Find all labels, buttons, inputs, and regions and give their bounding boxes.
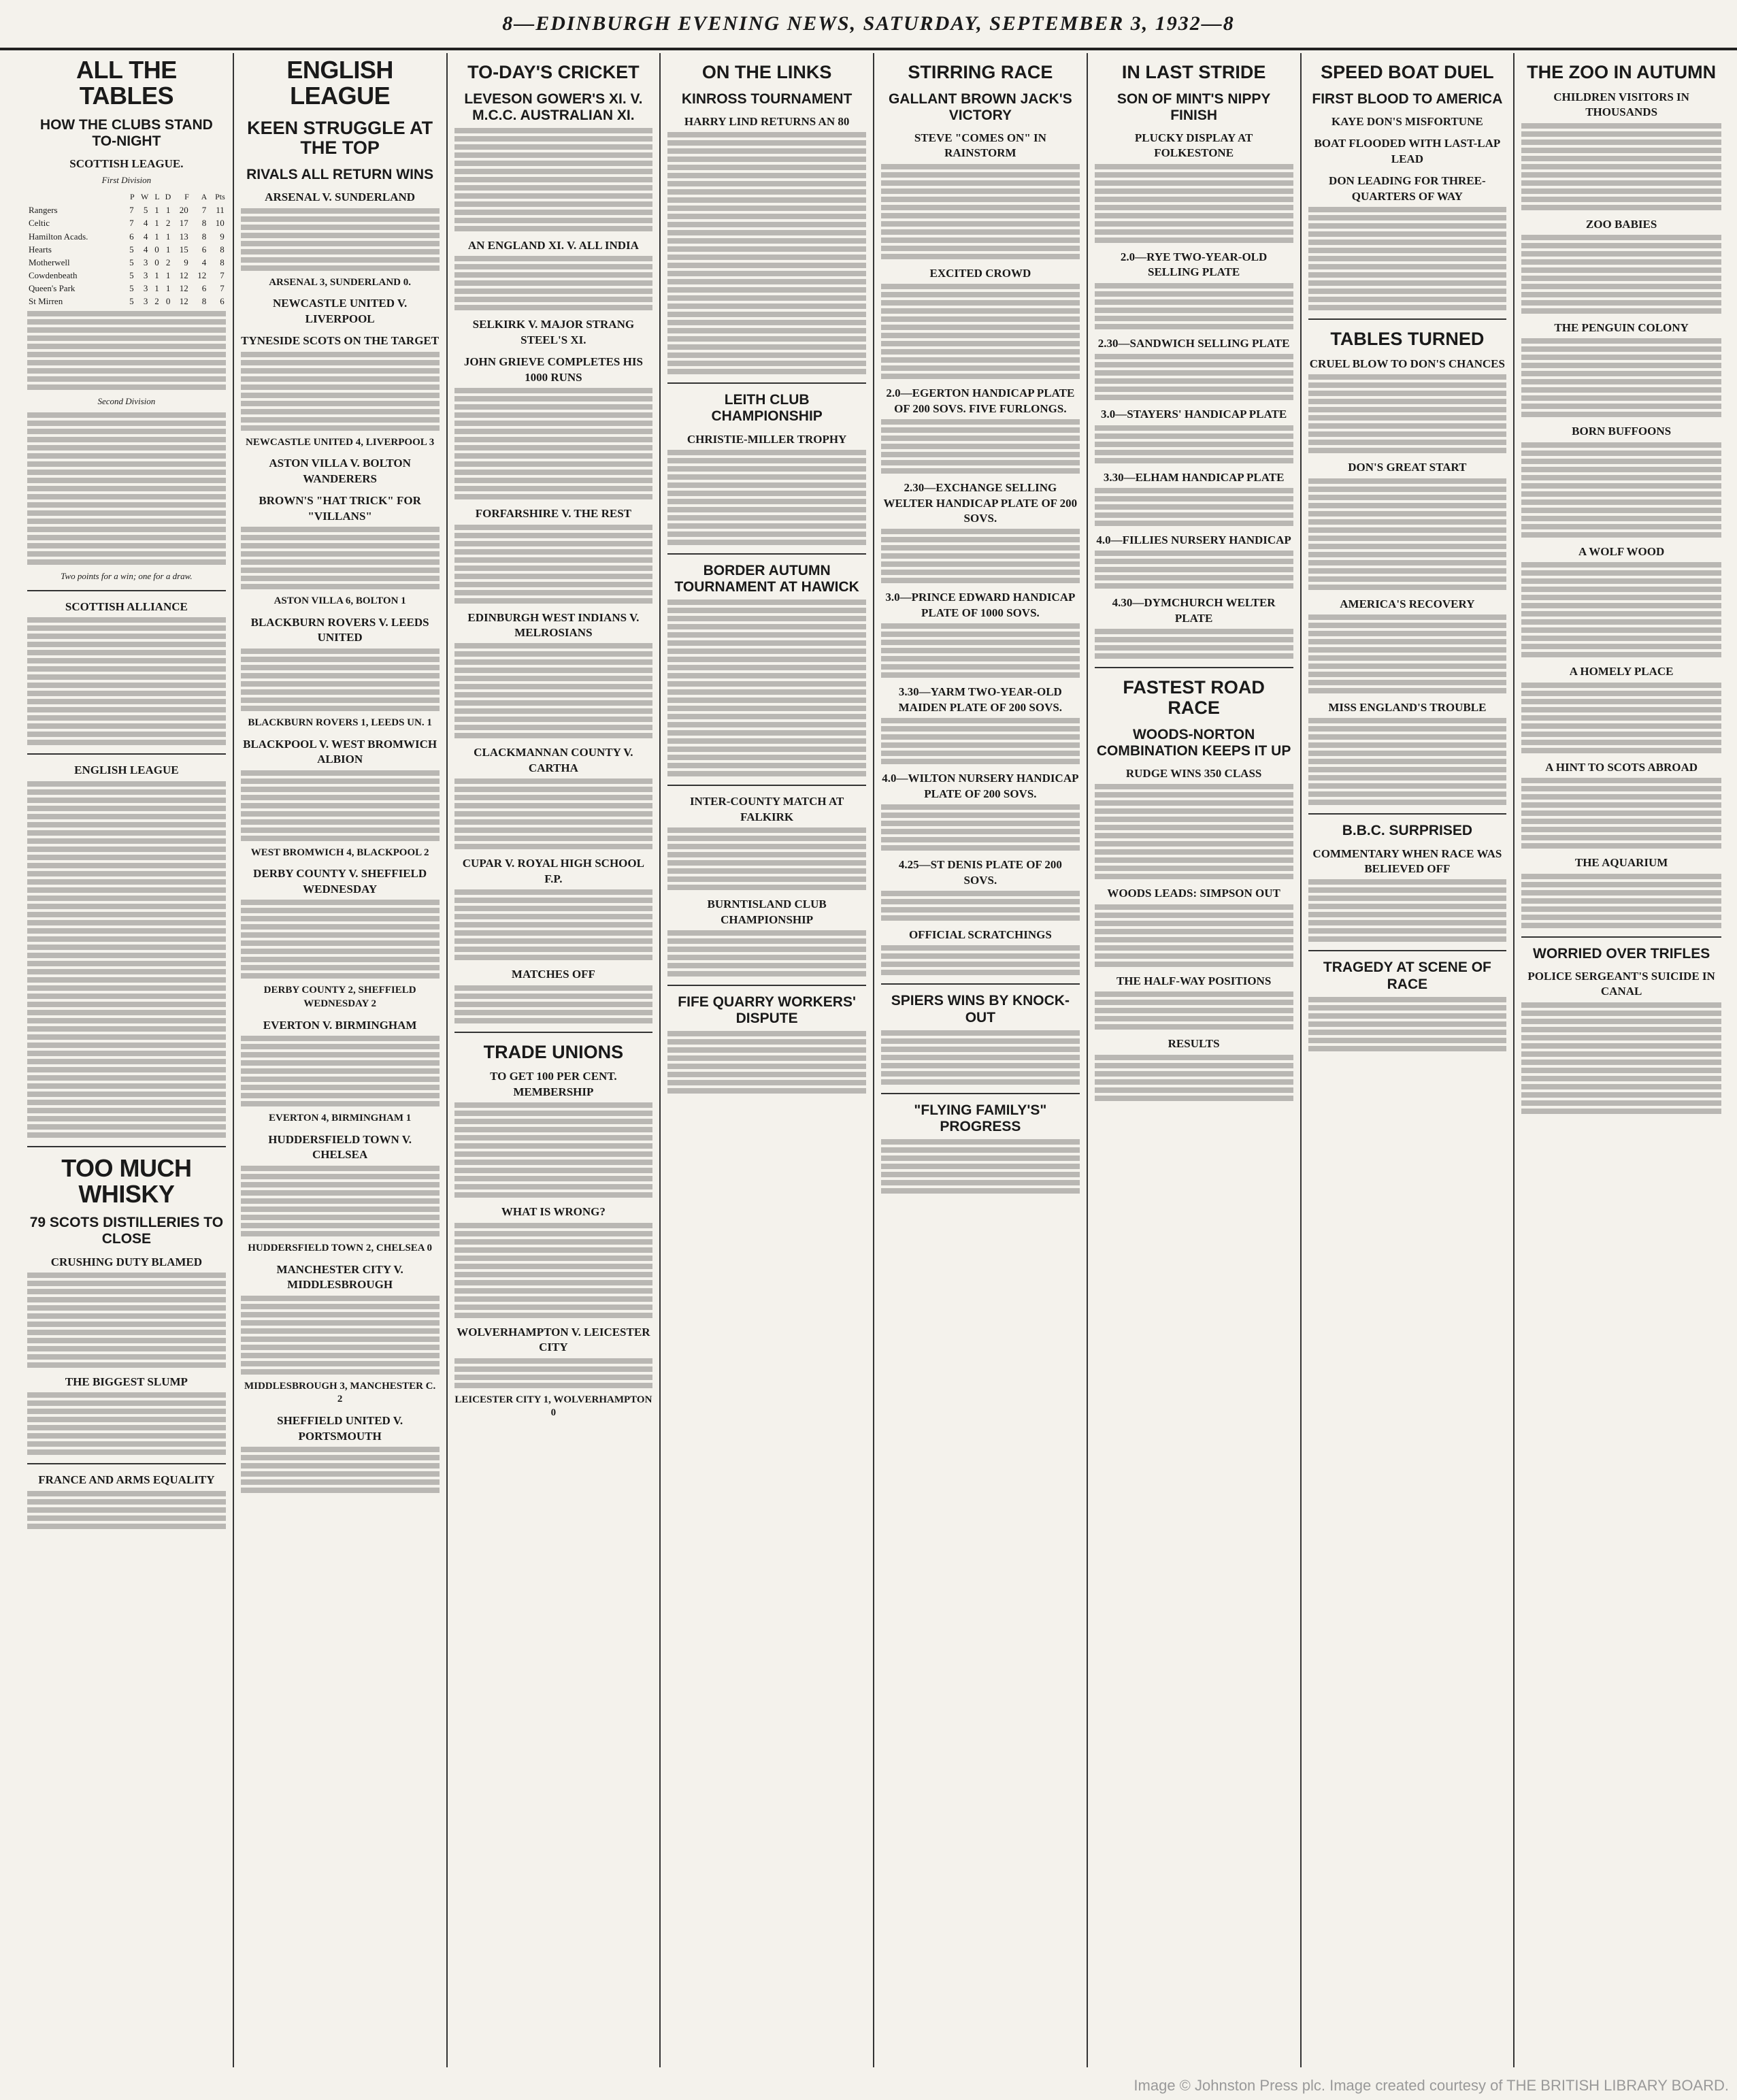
subhead-crushing-duty: CRUSHING DUTY BLAMED	[50, 1255, 203, 1268]
article-text	[667, 132, 866, 374]
table-header-row: P W L D F A Pts	[129, 192, 225, 202]
article-text	[454, 525, 653, 604]
race-heading: 3.0—STAYERS' HANDICAP PLATE	[1101, 408, 1287, 421]
match-result: DERBY COUNTY 2, SHEFFIELD WEDNESDAY 2	[263, 985, 416, 1010]
headline-in-last-stride: IN LAST STRIDE	[1121, 62, 1266, 82]
article-text	[667, 930, 866, 977]
article-text	[1095, 164, 1293, 243]
subhead-folkestone: PLUCKY DISPLAY AT FOLKESTONE	[1134, 131, 1253, 160]
article-text	[1521, 338, 1721, 417]
headline-speed-boat-duel: SPEED BOAT DUEL	[1321, 62, 1494, 82]
table-rows-filler	[27, 412, 226, 565]
match-heading: BLACKPOOL V. WEST BROMWICH ALBION	[243, 737, 437, 766]
race-text	[881, 718, 1080, 764]
column-speed-boat	[1302, 53, 1515, 2067]
match-subheading: TYNESIDE SCOTS ON THE TARGET	[241, 334, 440, 348]
match-subheading: JOHN GRIEVE COMPLETES HIS 1000 RUNS	[463, 355, 643, 384]
subhead-burntisland: BURNTISLAND CLUB CHAMPIONSHIP	[707, 898, 827, 926]
subhead-children-visitors: CHILDREN VISITORS IN THOUSANDS	[1553, 90, 1689, 119]
subhead-scratchings: OFFICIAL SCRATCHINGS	[908, 928, 1052, 941]
race-text	[881, 804, 1080, 851]
subhead-distilleries: 79 SCOTS DISTILLERIES TO CLOSE	[29, 1215, 224, 1247]
race-heading: 3.0—PRINCE EDWARD HANDICAP PLATE OF 1000 SOVS.	[885, 591, 1076, 619]
headline-fife-quarry: FIFE QUARRY WORKERS' DISPUTE	[678, 994, 856, 1027]
article-text	[1308, 997, 1507, 1051]
subhead-americas-recovery: AMERICA'S RECOVERY	[1340, 597, 1475, 610]
subhead-dons-great-start: DON'S GREAT START	[1348, 461, 1467, 474]
column-zoo	[1515, 53, 1728, 2067]
headline-tables-turned: TABLES TURNED	[1330, 329, 1485, 350]
article-text	[1308, 478, 1507, 590]
subhead-zoo-babies: ZOO BABIES	[1585, 217, 1657, 231]
match-heading: CLACKMANNAN COUNTY V. CARTHA	[474, 746, 633, 774]
subhead-first-blood: FIRST BLOOD TO AMERICA	[1312, 91, 1503, 107]
article-text	[241, 208, 440, 271]
match-heading: AN ENGLAND XI. V. ALL INDIA	[467, 238, 639, 252]
headline-stirring-race: STIRRING RACE	[908, 62, 1053, 82]
article-text	[241, 527, 440, 589]
newspaper-columns	[20, 53, 1728, 2067]
subhead-rudge: RUDGE WINS 350 CLASS	[1125, 767, 1262, 780]
column-cricket	[448, 53, 661, 2067]
second-division-label: Second Division	[97, 395, 156, 406]
headline-worried-trifles: WORRIED OVER TRIFLES	[1533, 945, 1710, 962]
race-heading: 4.25—ST DENIS PLATE OF 200 SOVS.	[898, 858, 1062, 887]
article-text	[454, 388, 653, 499]
table-row: Hearts 5 4 0 1 15 6 8	[29, 244, 225, 255]
match-result: ASTON VILLA 6, BOLTON 1	[274, 595, 406, 607]
subhead-don-leading: DON LEADING FOR THREE-QUARTERS OF WAY	[1329, 174, 1486, 203]
article-text	[881, 945, 1080, 975]
headline-english-league: ENGLISH LEAGUE	[286, 56, 393, 110]
article-text	[454, 889, 653, 960]
race-heading: 2.0—EGERTON HANDICAP PLATE OF 200 SOVS. FIVE FURLONGS.	[886, 387, 1075, 415]
match-heading: BLACKBURN ROVERS V. LEEDS UNITED	[250, 616, 429, 644]
subhead-kaye-don: KAYE DON'S MISFORTUNE	[1331, 114, 1483, 128]
article-text	[241, 352, 440, 431]
table-rows-filler	[27, 781, 226, 1138]
subhead-boat-flooded: BOAT FLOODED WITH LAST-LAP LEAD	[1314, 137, 1501, 165]
article-text	[1521, 874, 1721, 928]
match-result: LEICESTER CITY 1, WOLVERHAMPTON 0	[454, 1394, 652, 1419]
article-text	[881, 1030, 1080, 1085]
subhead-wolf-wood: A WOLF WOOD	[1578, 544, 1665, 558]
subhead-harry-lind: HARRY LIND RETURNS AN 80	[684, 114, 850, 128]
race-text	[1095, 551, 1293, 589]
subhead-leith-club: LEITH CLUB CHAMPIONSHIP	[711, 392, 823, 425]
article-text	[241, 649, 440, 711]
table-row: St Mirren 5 3 2 0 12 8 6	[29, 296, 225, 307]
section-scottish-league: SCOTTISH LEAGUE.	[69, 157, 184, 170]
column-stirring-race	[874, 53, 1088, 2067]
subhead-inter-county: INTER-COUNTY MATCH AT FALKIRK	[689, 795, 844, 823]
subhead-half-way: THE HALF-WAY POSITIONS	[1116, 974, 1272, 987]
headline-flying-family: "FLYING FAMILY'S" PROGRESS	[914, 1102, 1047, 1134]
subhead-homely-place: A HOMELY PLACE	[1569, 665, 1674, 678]
table-rows-filler	[27, 617, 226, 745]
masthead-title: 8—EDINBURGH EVENING NEWS, SATURDAY, SEPTEMBER 3, 1932—8	[502, 12, 1235, 35]
match-result: ARSENAL 3, SUNDERLAND 0.	[269, 276, 412, 288]
table-row: Queen's Park 5 3 1 1 12 6 7	[29, 283, 225, 294]
match-heading: CUPAR V. ROYAL HIGH SCHOOL F.P.	[462, 857, 644, 885]
subhead-biggest-slump: THE BIGGEST SLUMP	[65, 1375, 188, 1389]
subhead-cruel-blow: CRUEL BLOW TO DON'S CHANCES	[1309, 357, 1505, 370]
table-row: Celtic 7 4 1 2 17 8 10	[29, 218, 225, 229]
league-table-first-division	[27, 191, 226, 308]
article-text	[241, 770, 440, 841]
section-scottish-alliance: SCOTTISH ALLIANCE	[65, 600, 188, 613]
article-text	[667, 600, 866, 776]
article-text	[454, 1223, 653, 1318]
article-text	[881, 164, 1080, 259]
subhead-rivals: RIVALS ALL RETURN WINS	[246, 166, 434, 182]
race-text	[1095, 629, 1293, 659]
match-result: BLACKBURN ROVERS 1, LEEDS UN. 1	[248, 717, 432, 728]
article-text	[1521, 1002, 1721, 1114]
article-text	[1095, 784, 1293, 879]
article-text	[454, 1358, 653, 1388]
table-row: Hamilton Acads. 6 4 1 1 13 8 9	[29, 231, 225, 242]
headline-todays-cricket: TO-DAY'S CRICKET	[467, 62, 640, 82]
match-heading: MANCHESTER CITY V. MIDDLESBROUGH	[276, 1262, 403, 1292]
race-heading: 2.30—EXCHANGE SELLING WELTER HANDICAP PLATE OF 200 SOVS.	[883, 481, 1078, 525]
match-result: NEWCASTLE UNITED 4, LIVERPOOL 3	[246, 436, 435, 448]
article-text	[241, 1036, 440, 1106]
race-text	[1095, 488, 1293, 526]
article-text	[667, 1031, 866, 1094]
subhead-brown-jack: GALLANT BROWN JACK'S VICTORY	[888, 91, 1072, 123]
article-text	[1308, 614, 1507, 693]
subhead-excited-crowd: EXCITED CROWD	[929, 266, 1031, 280]
race-heading: 4.0—FILLIES NURSERY HANDICAP	[1096, 534, 1291, 547]
article-text	[241, 1296, 440, 1375]
article-text	[667, 827, 866, 890]
article-text	[1521, 683, 1721, 753]
match-heading: SHEFFIELD UNITED V. PORTSMOUTH	[277, 1414, 403, 1443]
article-text	[241, 900, 440, 979]
article-text	[1521, 778, 1721, 849]
subhead-commentary: COMMENTARY WHEN RACE WAS BELIEVED OFF	[1312, 847, 1502, 876]
article-text	[454, 128, 653, 231]
race-text	[881, 891, 1080, 921]
match-heading: ASTON VILLA V. BOLTON WANDERERS	[269, 457, 411, 485]
column-golf	[661, 53, 874, 2067]
article-text	[1095, 904, 1293, 967]
headline-too-much-whisky: TOO MUCH WHISKY	[61, 1153, 192, 1208]
match-result: MIDDLESBROUGH 3, MANCHESTER C. 2	[244, 1380, 436, 1405]
subhead-christie-miller: CHRISTIE-MILLER TROPHY	[686, 432, 847, 446]
match-result: EVERTON 4, BIRMINGHAM 1	[269, 1113, 412, 1124]
article-text	[241, 1447, 440, 1493]
race-text	[1095, 354, 1293, 400]
article-text	[1308, 374, 1507, 453]
column-english-league	[234, 53, 448, 2067]
article-text	[27, 1491, 226, 1529]
article-text	[241, 1166, 440, 1236]
race-heading: 4.30—DYMCHURCH WELTER PLATE	[1112, 596, 1276, 625]
article-text	[454, 1102, 653, 1198]
article-text	[1308, 207, 1507, 310]
race-text	[1095, 425, 1293, 463]
subhead-membership: TO GET 100 PER CENT. MEMBERSHIP	[490, 1070, 617, 1098]
match-heading: FORFARSHIRE V. THE REST	[475, 507, 631, 521]
table-rows-filler	[27, 311, 226, 390]
match-heading: DERBY COUNTY V. SHEFFIELD WEDNESDAY	[253, 867, 427, 896]
article-text	[1521, 123, 1721, 210]
match-heading: HUDDERSFIELD TOWN V. CHELSEA	[268, 1133, 412, 1162]
article-text	[1095, 991, 1293, 1030]
subhead-keen-struggle: KEEN STRUGGLE AT THE TOP	[247, 117, 433, 159]
subhead-woods-norton: WOODS-NORTON COMBINATION KEEPS IT UP	[1096, 726, 1291, 759]
subhead-what-is-wrong: WHAT IS WRONG?	[501, 1205, 606, 1219]
race-heading: 4.0—WILTON NURSERY HANDICAP PLATE OF 200 SOVS.	[882, 772, 1079, 800]
race-text	[881, 419, 1080, 474]
headline-trade-unions: TRADE UNIONS	[483, 1041, 624, 1062]
subhead-hint-scots: A HINT TO SCOTS ABROAD	[1545, 760, 1698, 774]
headline-on-the-links: ON THE LINKS	[701, 62, 832, 82]
match-result: WEST BROMWICH 4, BLACKPOOL 2	[250, 847, 429, 858]
article-text	[1521, 442, 1721, 538]
table-row: Motherwell 5 3 0 2 9 4 8	[29, 257, 225, 267]
race-heading: 3.30—ELHAM HANDICAP PLATE	[1103, 470, 1285, 484]
subhead-police-sergeant: POLICE SERGEANT'S SUICIDE IN CANAL	[1527, 969, 1715, 998]
headline-fastest-road-race: FASTEST ROAD RACE	[1123, 677, 1265, 719]
article-text	[454, 985, 653, 1023]
article-text	[27, 1392, 226, 1455]
column-tables	[20, 53, 234, 2067]
headline-spiers: SPIERS WINS BY KNOCK-OUT	[891, 993, 1070, 1026]
table-row: Rangers 7 5 1 1 20 7 11	[29, 205, 225, 216]
match-subheading: BROWN'S "HAT TRICK" FOR "VILLANS"	[259, 494, 421, 523]
section-english-league: ENGLISH LEAGUE	[74, 764, 179, 777]
article-text	[1308, 718, 1507, 805]
article-text	[1521, 235, 1721, 314]
article-text	[881, 284, 1080, 379]
match-heading: WOLVERHAMPTON V. LEICESTER CITY	[457, 1325, 650, 1354]
subhead-miss-england: MISS ENGLAND'S TROUBLE	[1328, 701, 1487, 715]
subhead-leveson-gower: LEVESON GOWER'S XI. V. M.C.C. AUSTRALIAN XI.	[464, 91, 643, 123]
race-heading: 2.30—SANDWICH SELLING PLATE	[1097, 336, 1290, 350]
article-text	[454, 778, 653, 849]
race-text	[881, 623, 1080, 678]
points-note: Two points for a win; one for a draw.	[61, 570, 193, 581]
first-division-label: First Division	[101, 175, 152, 186]
subhead-son-of-mint: SON OF MINT'S NIPPY FINISH	[1116, 91, 1271, 123]
match-heading: ARSENAL V. SUNDERLAND	[265, 191, 416, 204]
image-credit: Image © Johnston Press plc. Image created courtesy of THE BRITISH LIBRARY BOARD.	[1134, 2077, 1729, 2094]
subhead-aquarium: THE AQUARIUM	[1574, 856, 1668, 870]
headline-bbc-surprised: B.B.C. SURPRISED	[1342, 823, 1473, 839]
subhead-penguin-colony: THE PENGUIN COLONY	[1554, 321, 1689, 334]
race-text	[1095, 283, 1293, 329]
subhead-born-buffoons: BORN BUFFOONS	[1572, 425, 1672, 438]
headline-france-arms: FRANCE AND ARMS EQUALITY	[38, 1473, 215, 1487]
subhead-clubs-stand: HOW THE CLUBS STAND TO-NIGHT	[39, 116, 213, 149]
article-text	[1095, 1055, 1293, 1101]
table-row: Cowdenbeath 5 3 1 1 12 12 7	[29, 270, 225, 281]
article-text	[1521, 562, 1721, 657]
subhead-woods-leads: WOODS LEADS: SIMPSON OUT	[1107, 887, 1280, 900]
article-text	[667, 450, 866, 545]
subhead-results: RESULTS	[1168, 1037, 1220, 1051]
race-heading: 3.30—YARM TWO-YEAR-OLD MAIDEN PLATE OF 200 SOVS.	[898, 685, 1063, 714]
headline-all-the-tables: ALL THE TABLES	[76, 56, 177, 110]
article-text	[1308, 879, 1507, 942]
headline-zoo-in-autumn: THE ZOO IN AUTUMN	[1527, 62, 1717, 82]
article-text	[881, 1139, 1080, 1194]
subhead-steve: STEVE "COMES ON" IN RAINSTORM	[914, 131, 1046, 160]
match-heading: EDINBURGH WEST INDIANS V. MELROSIANS	[467, 610, 640, 640]
article-text	[454, 643, 653, 738]
match-heading: EVERTON V. BIRMINGHAM	[263, 1018, 417, 1032]
match-heading: SELKIRK V. MAJOR STRANG STEEL'S XI.	[472, 318, 635, 346]
headline-tragedy: TRAGEDY AT SCENE OF RACE	[1323, 959, 1491, 992]
subhead-border-autumn: BORDER AUTUMN TOURNAMENT AT HAWICK	[674, 562, 859, 595]
match-result: HUDDERSFIELD TOWN 2, CHELSEA 0	[248, 1242, 432, 1253]
match-heading: NEWCASTLE UNITED V. LIVERPOOL	[272, 297, 408, 325]
match-heading: MATCHES OFF	[511, 968, 595, 981]
column-last-stride	[1088, 53, 1302, 2067]
masthead	[0, 0, 1737, 50]
race-heading: 2.0—RYE TWO-YEAR-OLD SELLING PLATE	[1120, 250, 1268, 279]
article-text	[27, 1273, 226, 1368]
race-text	[881, 529, 1080, 583]
article-text	[454, 256, 653, 310]
subhead-kinross: KINROSS TOURNAMENT	[681, 91, 853, 107]
